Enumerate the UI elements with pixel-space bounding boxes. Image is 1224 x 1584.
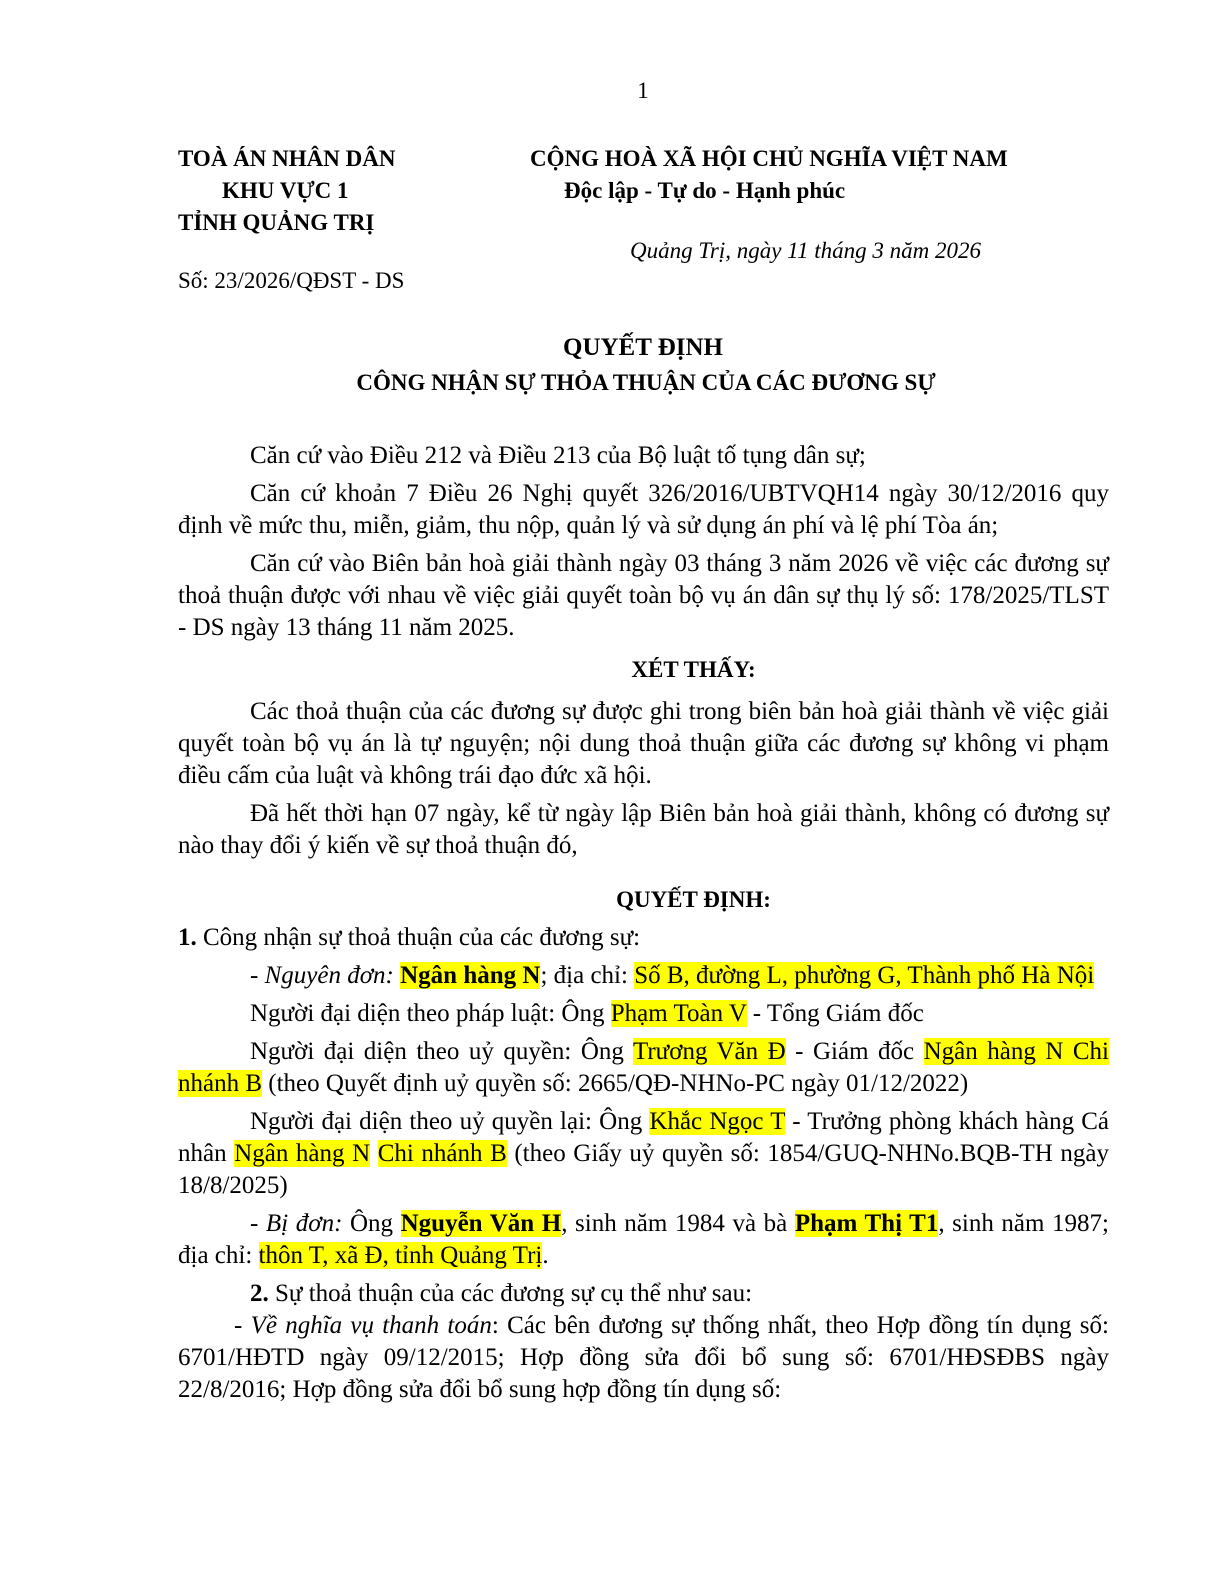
defendant-birth-2: , sinh năm 1987; địa chỉ:	[178, 1210, 1109, 1269]
payment-obligation-text: : Các bên đương sự thống nhất, theo Hợp đồng tín dụng số: 6701/HĐTD ngày 09/12/2015; Hợp đồng sửa đổi bổ sung số: 6701/HĐSĐBS ngày 22/8/2016; Hợp đồng sửa đổi bổ sung hợp đồng tín dụng số:	[178, 1312, 1109, 1403]
defendant-name-1: Nguyễn Văn H	[400, 1210, 562, 1237]
document-subtitle: CÔNG NHẬN SỰ THỎA THUẬN CỦA CÁC ĐƯƠNG SỰ	[356, 370, 936, 395]
republic-motto: Độc lập - Tự do - Hạnh phúc	[564, 178, 846, 203]
sub-rep-label: Người đại diện theo uỷ quyền lại: Ông	[250, 1108, 650, 1135]
legal-representative-paragraph	[178, 998, 1109, 1030]
dash: -	[234, 1312, 251, 1339]
address-label: ; địa chỉ:	[540, 962, 635, 989]
item-2-number: 2.	[250, 1280, 269, 1307]
page-number: 1	[637, 78, 649, 103]
period: .	[542, 1242, 549, 1269]
sub-rep-branch: Chi nhánh B	[377, 1140, 507, 1167]
defendant-birth-1: , sinh năm 1984 và bà	[561, 1210, 795, 1237]
preamble-paragraph-3: Căn cứ vào Biên bản hoà giải thành ngày 03 tháng 3 năm 2026 về việc các đương sự thoả thuận được với nhau về việc giải quyết toàn bộ vụ án dân sự thụ lý số: 178/2025/TLST - DS ngày 13 tháng 11 năm 2025.	[178, 550, 1109, 641]
sub-rep-bank: Ngân hàng N	[234, 1140, 371, 1167]
sub-rep-reference: (theo Giấy uỷ quyền số: 1854/GUQ-NHNo.BQB-TH ngày 18/8/2025)	[178, 1140, 1109, 1199]
plaintiff-name: Ngân hàng N	[400, 962, 541, 989]
mr-prefix: Ông	[342, 1210, 401, 1237]
findings-paragraph-2: Đã hết thời hạn 07 ngày, kể từ ngày lập Biên bản hoà giải thành, không có đương sự nào thay đổi ý kiến về sự thoả thuận đó,	[178, 800, 1109, 859]
preamble-paragraph-1: Căn cứ vào Điều 212 và Điều 213 của Bộ luật tố tụng dân sự;	[250, 442, 866, 469]
defendant-address: thôn T, xã Đ, tỉnh Quảng Trị	[258, 1242, 543, 1269]
legal-rep-name: Phạm Toàn V	[610, 1000, 747, 1027]
legal-rep-title: - Tổng Giám đốc	[746, 1000, 924, 1027]
auth-rep-name: Trương Văn Đ	[632, 1038, 786, 1065]
item-2-text: Sự thoả thuận của các đương sự cụ thể như sau:	[268, 1280, 753, 1307]
dash: -	[250, 1210, 266, 1237]
auth-rep-title: - Giám đốc	[785, 1038, 924, 1065]
auth-rep-reference: (theo Quyết định uỷ quyền số: 2665/QĐ-NHNo-PC ngày 01/12/2022)	[262, 1070, 969, 1097]
payment-obligation-paragraph	[178, 1310, 1109, 1406]
payment-obligation-label: Về nghĩa vụ thanh toán	[250, 1312, 492, 1339]
decision-heading: QUYẾT ĐỊNH:	[616, 887, 771, 912]
auth-rep-branch: Ngân hàng N Chi nhánh B	[178, 1038, 1109, 1097]
decision-item-1	[178, 922, 1109, 954]
document-title: QUYẾT ĐỊNH	[563, 334, 723, 361]
findings-paragraph-1: Các thoả thuận của các đương sự được ghi trong biên bản hoà giải thành về việc giải quyết toàn bộ vụ án là tự nguyện; nội dung thoả thuận giữa các đương sự không vi phạm điều cấm của luật và không trái đạo đức xã hội.	[178, 698, 1109, 789]
dash: -	[250, 962, 265, 989]
defendant-label: Bị đơn:	[265, 1210, 343, 1237]
space	[370, 1140, 378, 1167]
date-place: Quảng Trị, ngày 11 tháng 3 năm 2026	[630, 238, 981, 263]
court-name-line2: KHU VỰC 1	[222, 178, 349, 203]
document-body	[178, 440, 1109, 1406]
sub-rep-title: - Trưởng phòng khách hàng Cá nhân	[178, 1108, 1110, 1167]
sub-rep-name: Khắc Ngọc T	[649, 1108, 786, 1135]
court-name-line3: TỈNH QUẢNG TRỊ	[178, 210, 375, 235]
plaintiff-label: Nguyên đơn:	[264, 962, 394, 989]
sub-authorized-representative-paragraph	[178, 1106, 1109, 1202]
plaintiff-paragraph	[178, 960, 1109, 992]
item-1-text: Công nhận sự thoả thuận của các đương sự:	[196, 924, 641, 951]
preamble-paragraph-2: Căn cứ khoản 7 Điều 26 Nghị quyết 326/2016/UBTVQH14 ngày 30/12/2016 quy định về mức thu, miễn, giảm, thu nộp, quản lý và sử dụng án phí và lệ phí Tòa án;	[178, 480, 1109, 539]
authorized-representative-paragraph	[178, 1036, 1109, 1100]
document-number: Số: 23/2026/QĐST - DS	[178, 268, 405, 293]
court-name-line1: TOÀ ÁN NHÂN DÂN	[178, 146, 396, 171]
findings-heading: XÉT THẤY:	[631, 657, 756, 682]
defendant-name-2: Phạm Thị T1	[794, 1210, 939, 1237]
legal-rep-label: Người đại diện theo pháp luật: Ông	[250, 1000, 611, 1027]
item-1-number: 1.	[178, 924, 197, 951]
defendant-paragraph	[178, 1208, 1109, 1272]
auth-rep-label: Người đại diện theo uỷ quyền: Ông	[250, 1038, 633, 1065]
plaintiff-address: Số B, đường L, phường G, Thành phố Hà Nội	[634, 962, 1095, 989]
decision-item-2	[178, 1278, 1109, 1310]
republic-title: CỘNG HOÀ XÃ HỘI CHỦ NGHĨA VIỆT NAM	[530, 146, 1008, 171]
